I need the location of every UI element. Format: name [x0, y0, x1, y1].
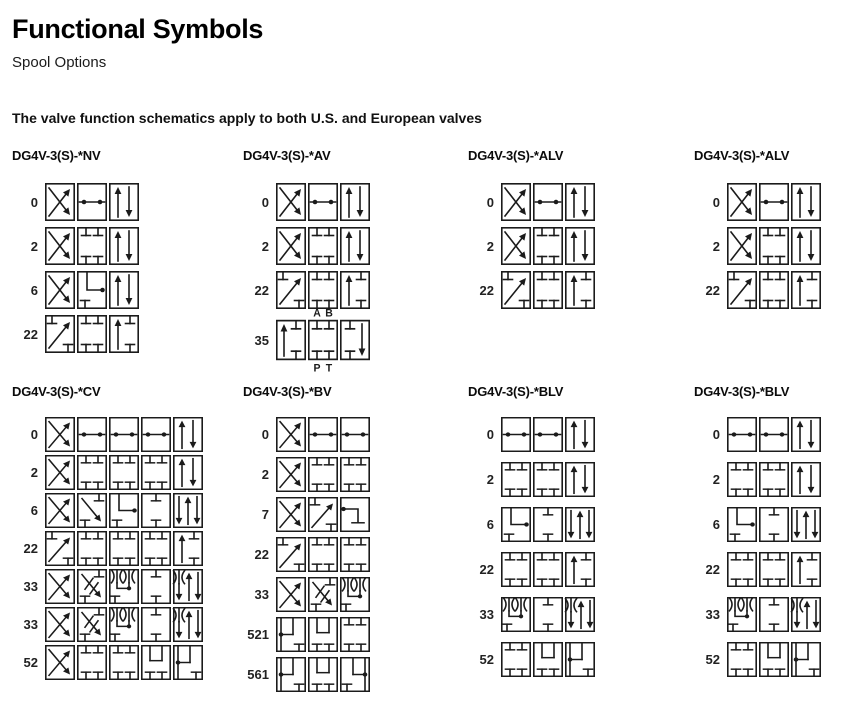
spool-code: 22: [23, 541, 38, 556]
spool-code: 33: [705, 607, 720, 622]
spool-row-bv-561: [243, 657, 371, 692]
spool-code: 2: [30, 465, 38, 480]
cell-blk: [760, 463, 788, 497]
valve-symbol: [44, 183, 140, 221]
cell-x: [277, 418, 305, 452]
valve-symbol: [500, 552, 596, 587]
cell-diag: [46, 532, 74, 566]
cell-blk: [760, 272, 788, 308]
cell-up: [566, 553, 594, 587]
group-header-alv2: DG4V-3(S)-*ALV: [694, 148, 790, 163]
valve-symbol: [275, 227, 371, 265]
valve-symbol: [275, 307, 371, 373]
spool-code: 2: [30, 238, 38, 254]
valve-symbol: [44, 607, 204, 642]
spool-code: 52: [479, 652, 494, 667]
cell-restdot: [341, 578, 369, 612]
cell-diag: [277, 272, 305, 308]
cell-blk: [728, 463, 756, 497]
cell-restpar: [174, 570, 203, 604]
cell-bar: [341, 418, 369, 452]
spool-row-nv-2: [12, 227, 140, 265]
valve-symbol: [726, 507, 822, 542]
spool-code: 35: [254, 332, 269, 348]
cell-blk: [142, 456, 170, 490]
cell-bar: [534, 418, 562, 452]
valve-symbol: [275, 497, 371, 532]
valve-symbol: [44, 417, 204, 452]
spool-row-blv1-22: [468, 552, 596, 587]
cell-up: [341, 272, 369, 308]
spool-code: 561: [247, 667, 269, 682]
spool-row-bv-22: [243, 537, 371, 572]
valve-symbol: [44, 227, 140, 265]
cell-diagrest: [309, 578, 337, 612]
cell-x: [46, 418, 74, 452]
spool-code: 0: [30, 427, 38, 442]
cell-par: [110, 272, 138, 308]
valve-symbol: [275, 271, 371, 309]
cell-up: [792, 553, 820, 587]
valve-symbol: [726, 642, 822, 677]
cell-x: [277, 578, 305, 612]
valve-symbol: [726, 271, 822, 309]
cell-restpar: [792, 598, 821, 632]
valve-symbol: [726, 183, 822, 221]
cell-blk: [110, 532, 138, 566]
cell-up: [174, 532, 202, 566]
cell-x: [46, 570, 74, 604]
spool-row-blv1-6: [468, 507, 596, 542]
spool-row-nv-6: [12, 271, 140, 309]
spool-row-alv2-0: [694, 183, 822, 221]
applicability-note: The valve function schematics apply to both U.S. and European valves: [12, 110, 482, 126]
valve-symbol: [44, 271, 140, 309]
cell-blk: [534, 463, 562, 497]
cell-hookL: [277, 618, 305, 652]
spool-code: 22: [479, 282, 494, 298]
spool-code: 6: [712, 517, 720, 532]
cell-bar: [309, 418, 337, 452]
cell-x: [46, 494, 74, 528]
cell-blk: [110, 646, 138, 680]
spool-code: 2: [712, 472, 720, 487]
spool-code: 0: [712, 427, 720, 442]
cell-blkv: [142, 570, 170, 604]
spool-row-nv-22: [12, 315, 140, 353]
spool-row-cv-52: [12, 645, 204, 680]
port-label-t: T: [325, 362, 333, 373]
cell-x: [277, 458, 305, 492]
cell-par: [174, 418, 202, 452]
spool-row-bv-2: [243, 457, 371, 492]
cell-blk: [309, 228, 337, 264]
spool-code: 0: [486, 427, 494, 442]
cell-x: [277, 184, 305, 220]
spool-code: 2: [486, 472, 494, 487]
page-subtitle: Spool Options: [12, 54, 107, 71]
spool-row-cv-22: [12, 531, 204, 566]
spool-code: 0: [261, 194, 269, 210]
spool-code: 33: [254, 587, 269, 602]
spool-row-alv1-22: [468, 271, 596, 309]
spool-code: 33: [23, 617, 38, 632]
spool-row-cv-33: [12, 569, 204, 604]
cell-blk: [78, 646, 106, 680]
cell-restpar: [174, 608, 203, 642]
group-header-alv1: DG4V-3(S)-*ALV: [468, 148, 564, 163]
cell-diag: [46, 316, 74, 352]
spool-row-blv1-52: [468, 642, 596, 677]
spool-code: 2: [486, 238, 494, 254]
group-header-nv: DG4V-3(S)-*NV: [12, 148, 101, 163]
cell-dd: [792, 508, 820, 542]
cell-bar: [110, 418, 138, 452]
port-label-b: B: [325, 307, 333, 320]
spool-code: 521: [247, 627, 269, 642]
cell-blk: [110, 456, 138, 490]
spool-code: 33: [479, 607, 494, 622]
cell-x: [46, 184, 74, 220]
valve-symbol: [500, 642, 596, 677]
cell-blkv: [760, 508, 788, 542]
spool-code: 33: [23, 579, 38, 594]
spool-code: 2: [261, 467, 269, 482]
cell-par: [566, 184, 594, 220]
valve-symbol: [44, 569, 204, 604]
cell-par: [566, 463, 594, 497]
valve-symbol: [275, 417, 371, 452]
cell-bar: [760, 418, 788, 452]
page-title: Functional Symbols: [12, 14, 264, 44]
valve-symbol: [44, 531, 204, 566]
cell-par: [792, 418, 820, 452]
port-label-p: P: [313, 362, 321, 373]
valve-symbol: [726, 227, 822, 265]
cell-u: [760, 643, 788, 677]
group-header-blv1: DG4V-3(S)-*BLV: [468, 384, 564, 399]
valve-symbol: [275, 457, 371, 492]
cell-u: [309, 618, 337, 652]
cell-x: [277, 228, 305, 264]
spool-code: 22: [705, 282, 720, 298]
valve-symbol: [500, 507, 596, 542]
spool-code: 22: [254, 547, 269, 562]
spool-code: 6: [30, 503, 38, 518]
cell-x: [46, 228, 74, 264]
spool-row-blv2-6: [694, 507, 822, 542]
cell-x: [46, 272, 74, 308]
cell-bar: [142, 418, 170, 452]
spool-code: 22: [479, 562, 494, 577]
cell-up35: [277, 321, 305, 360]
valve-symbol: [500, 271, 596, 309]
cell-up: [792, 272, 820, 308]
cell-hookL: [792, 643, 820, 677]
cell-blk: [309, 538, 337, 572]
cell-six: [110, 494, 138, 528]
valve-symbol: [500, 417, 596, 452]
cell-blk: [534, 553, 562, 587]
valve-symbol: [500, 227, 596, 265]
cell-blkv: [534, 598, 562, 632]
cell-bar: [728, 418, 756, 452]
valve-symbol: [275, 537, 371, 572]
spool-code: 52: [23, 655, 38, 670]
spool-code: 22: [23, 326, 38, 342]
cell-hookR: [341, 658, 369, 692]
spool-row-av-0: [243, 183, 371, 221]
spool-row-nv-0: [12, 183, 140, 221]
cell-dn35: [341, 321, 369, 360]
cell-u: [309, 658, 337, 692]
group-header-bv: DG4V-3(S)-*BV: [243, 384, 332, 399]
cell-par: [792, 463, 820, 497]
valve-symbol: [726, 597, 822, 632]
spool-code: 0: [486, 194, 494, 210]
cell-blk: [728, 643, 756, 677]
cell-blk: [78, 532, 106, 566]
cell-bar: [309, 184, 337, 220]
cell-blkv: [142, 494, 170, 528]
cell-hookL: [566, 643, 594, 677]
spool-code: 2: [712, 238, 720, 254]
cell-bar: [534, 184, 562, 220]
valve-symbol: [275, 577, 371, 612]
cell-diag: [309, 498, 337, 532]
valve-symbol: [726, 462, 822, 497]
spool-row-blv1-0: [468, 417, 596, 452]
cell-blk: [78, 456, 106, 490]
cell-dd: [566, 508, 594, 542]
cell-blkv: [534, 508, 562, 542]
cell-six: [78, 272, 106, 308]
spool-row-cv-33: [12, 607, 204, 642]
cell-x: [502, 184, 530, 220]
spool-row-blv2-33: [694, 597, 822, 632]
cell-u: [142, 646, 170, 680]
spool-row-cv-2: [12, 455, 204, 490]
cell-diag: [728, 272, 756, 308]
cell-x: [46, 608, 74, 642]
cell-blkv: [142, 608, 170, 642]
valve-symbol: [44, 315, 140, 353]
spool-code: 22: [705, 562, 720, 577]
cell-dd: [174, 494, 202, 528]
cell-blk: [341, 618, 369, 652]
cell-blk: [534, 272, 562, 308]
spool-code: 0: [261, 427, 269, 442]
cell-x: [728, 184, 756, 220]
spool-row-cv-6: [12, 493, 204, 528]
cell-par: [792, 184, 820, 220]
valve-symbol: [500, 597, 596, 632]
cell-blk: [502, 463, 530, 497]
cell-par: [174, 456, 202, 490]
spool-row-alv2-22: [694, 271, 822, 309]
spool-row-av-22: [243, 271, 371, 309]
spool-row-av-2: [243, 227, 371, 265]
cell-x: [46, 646, 74, 680]
cell-par: [792, 228, 820, 264]
spool-row-bv-33: [243, 577, 371, 612]
spool-row-cv-0: [12, 417, 204, 452]
spool-code: 52: [705, 652, 720, 667]
cell-diagdn: [78, 494, 106, 528]
spool-row-bv-0: [243, 417, 371, 452]
cell-hookL: [174, 646, 202, 680]
spool-code: 2: [261, 238, 269, 254]
cell-blk: [341, 458, 369, 492]
valve-symbol: [500, 462, 596, 497]
cell-bar: [78, 418, 106, 452]
cell-par: [110, 184, 138, 220]
valve-symbol: [275, 617, 371, 652]
cell-blk: [309, 272, 337, 308]
cell-x: [46, 456, 74, 490]
cell-bar: [760, 184, 788, 220]
valve-symbol: [500, 183, 596, 221]
port-label-a: A: [313, 307, 321, 320]
spool-code: 7: [261, 507, 269, 522]
spool-row-blv1-2: [468, 462, 596, 497]
cell-hookL: [277, 658, 305, 692]
cell-blk: [78, 228, 106, 264]
cell-blk: [534, 228, 562, 264]
valve-symbol: [275, 657, 371, 692]
cell-restdot: [728, 598, 756, 632]
cell-diag: [277, 538, 305, 572]
cell-restdot: [110, 608, 138, 642]
cell-blk: [502, 553, 530, 587]
group-header-blv2: DG4V-3(S)-*BLV: [694, 384, 790, 399]
cell-par: [341, 184, 369, 220]
spool-row-blv2-0: [694, 417, 822, 452]
spool-row-bv-7: [243, 497, 371, 532]
group-header-av: DG4V-3(S)-*AV: [243, 148, 331, 163]
valve-symbol: [44, 455, 204, 490]
cell-hook7: [341, 498, 369, 532]
cell-restdot: [502, 598, 530, 632]
cell-diag: [502, 272, 530, 308]
spool-row-av-35: [243, 307, 371, 373]
spool-row-bv-521: [243, 617, 371, 652]
cell-up: [566, 272, 594, 308]
cell-restpar: [566, 598, 595, 632]
cell-blk: [760, 553, 788, 587]
spool-code: 6: [30, 282, 38, 298]
spool-row-alv1-2: [468, 227, 596, 265]
cell-up: [110, 316, 138, 352]
cell-bar: [502, 418, 530, 452]
spool-row-blv2-22: [694, 552, 822, 587]
spool-row-blv2-52: [694, 642, 822, 677]
cell-six: [502, 508, 530, 542]
spool-code: 0: [30, 194, 38, 210]
spool-code: 0: [712, 194, 720, 210]
spool-row-alv2-2: [694, 227, 822, 265]
group-header-cv: DG4V-3(S)-*CV: [12, 384, 101, 399]
spool-code: 22: [254, 282, 269, 298]
cell-diagrest: [78, 608, 106, 642]
cell-six: [728, 508, 756, 542]
cell-blk: [341, 538, 369, 572]
cell-blk: [142, 532, 170, 566]
cell-restdot: [110, 570, 138, 604]
cell-par: [110, 228, 138, 264]
valve-symbol: [275, 183, 371, 221]
cell-x: [502, 228, 530, 264]
cell-par: [566, 228, 594, 264]
cell-blk: [760, 228, 788, 264]
cell-x: [277, 498, 305, 532]
valve-symbol: [726, 417, 822, 452]
cell-par: [341, 228, 369, 264]
valve-symbol: [44, 493, 204, 528]
valve-symbol: [44, 645, 204, 680]
cell-blk: [309, 321, 337, 360]
spool-row-blv2-2: [694, 462, 822, 497]
cell-par: [566, 418, 594, 452]
cell-bar: [78, 184, 106, 220]
spool-row-alv1-0: [468, 183, 596, 221]
spool-code: 6: [486, 517, 494, 532]
cell-blkv: [760, 598, 788, 632]
cell-diagrest: [78, 570, 106, 604]
cell-x: [728, 228, 756, 264]
cell-blk: [502, 643, 530, 677]
cell-blk: [78, 316, 106, 352]
cell-u: [534, 643, 562, 677]
cell-blk: [309, 458, 337, 492]
cell-blk: [728, 553, 756, 587]
spool-row-blv1-33: [468, 597, 596, 632]
valve-symbol: [726, 552, 822, 587]
